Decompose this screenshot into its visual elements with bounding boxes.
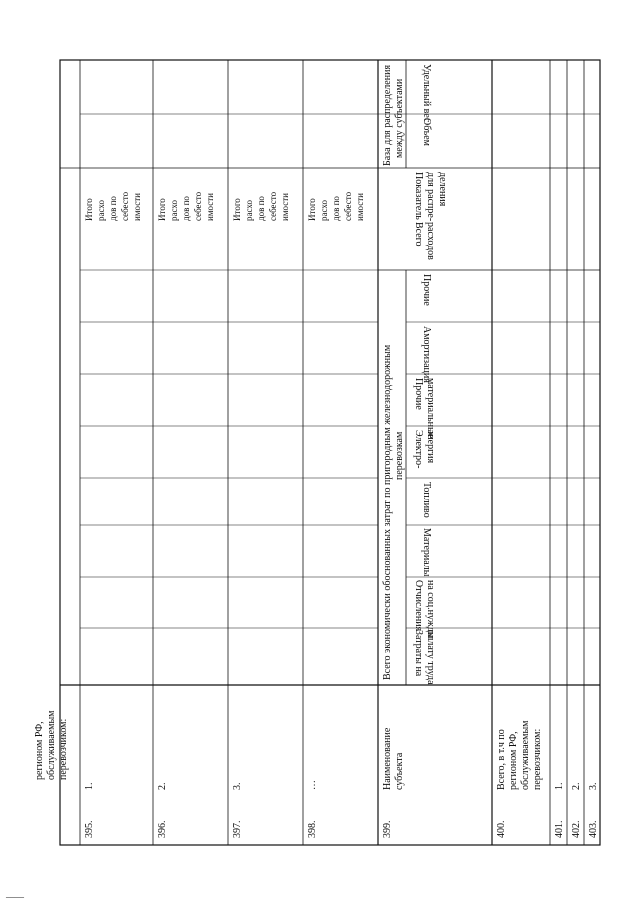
svg-text:Итого: Итого [84, 198, 94, 221]
row-name: 2. [157, 782, 168, 790]
svg-text:энергия: энергия [425, 430, 436, 464]
svg-text:перевозчиком:: перевозчиком: [532, 728, 543, 790]
row-number: 402. [571, 820, 582, 838]
svg-text:обслуживаемым: обслуживаемым [520, 720, 531, 790]
col-total-costs: Всего [413, 222, 424, 247]
svg-text:Итого: Итого [232, 198, 242, 221]
row-name: 1. [84, 782, 95, 790]
svg-text:расходов: расходов [425, 222, 436, 260]
col-fuel: Топливо [421, 482, 432, 518]
svg-text:между субъектами: между субъектами [394, 78, 405, 158]
row-number: 400. [496, 820, 507, 838]
svg-text:Итого: Итого [307, 198, 317, 221]
row-name: 3. [232, 782, 243, 790]
row-number: 397. [232, 820, 243, 838]
svg-text:оплату труда: оплату труда [425, 630, 436, 685]
svg-text:дов по: дов по [108, 196, 118, 221]
col-volume: Объем [421, 118, 432, 146]
svg-text:регионом РФ,: регионом РФ, [34, 721, 45, 780]
col-other-materials: Прочие [413, 378, 424, 410]
costs-group-title: Всего экономически обоснованных затрат по пригородным железнодорожным [382, 344, 393, 680]
svg-text:обслуживаемым: обслуживаемым [46, 710, 57, 780]
svg-text:регионом РФ,: регионом РФ, [508, 731, 519, 790]
svg-text:материальные: материальные [425, 378, 436, 439]
svg-text:на соц.нужды: на соц.нужды [425, 580, 436, 639]
col-other: Прочие [421, 274, 432, 306]
row-398 [307, 191, 365, 838]
svg-text:себесто: себесто [343, 191, 353, 221]
row-number: 403. [588, 820, 599, 838]
svg-text:имости: имости [355, 193, 365, 221]
cost-column-headers [413, 222, 436, 685]
base-group [382, 64, 448, 221]
svg-text:имости: имости [205, 193, 215, 221]
header-row-399 [382, 344, 405, 838]
sub-rows [554, 783, 599, 839]
row-name: 3. [588, 782, 599, 790]
row-number: 398. [307, 820, 318, 838]
row-number: 401. [554, 820, 565, 838]
row-name: … [307, 780, 318, 790]
base-group-title: База для распределения [382, 64, 393, 166]
svg-text:имости: имости [132, 193, 142, 221]
svg-text:себесто: себесто [120, 191, 130, 221]
col-electricity: Электро- [413, 430, 424, 469]
svg-text:дов по: дов по [181, 196, 191, 221]
row-396 [157, 191, 215, 838]
svg-text:Наименование: Наименование [382, 727, 393, 790]
row-395 [84, 191, 142, 838]
svg-text:деления: деления [437, 172, 448, 207]
row-name: 2. [571, 782, 582, 790]
svg-text:субъекта: субъекта [394, 752, 405, 790]
col-labor: Затраты на [413, 630, 424, 677]
svg-text:расхо: расхо [169, 199, 179, 221]
row-number: 395. [84, 820, 95, 838]
row-397 [232, 191, 290, 838]
svg-text:перевозчиком:: перевозчиком: [58, 718, 69, 780]
row-number: 396. [157, 820, 168, 838]
total-row-400 [496, 720, 543, 838]
svg-text:себесто: себесто [193, 191, 203, 221]
table-frame [60, 60, 600, 845]
col-amortization: Амортизация [421, 326, 432, 383]
col-materials: Материалы [421, 528, 432, 577]
svg-text:дов по: дов по [331, 196, 341, 221]
col-indicator: Показатель [413, 172, 424, 220]
svg-text:расхо: расхо [244, 199, 254, 221]
row-name: 1. [554, 782, 565, 790]
footer-mark: —— [6, 892, 24, 902]
svg-text:Итого: Итого [157, 198, 167, 221]
col-share: Удельный вес [421, 64, 432, 123]
svg-text:себесто: себесто [268, 191, 278, 221]
svg-text:для распре-: для распре- [425, 172, 436, 222]
col-social: Отчисления [413, 580, 424, 632]
row-number: 399. [382, 820, 393, 838]
svg-text:перевозкам: перевозкам [394, 431, 405, 480]
svg-text:расхо: расхо [319, 199, 329, 221]
svg-text:Всего, в т.ч по: Всего, в т.ч по [496, 729, 507, 790]
svg-text:расхо: расхо [96, 199, 106, 221]
top-fragment [34, 710, 69, 780]
svg-text:имости: имости [280, 193, 290, 221]
svg-text:дов по: дов по [256, 196, 266, 221]
